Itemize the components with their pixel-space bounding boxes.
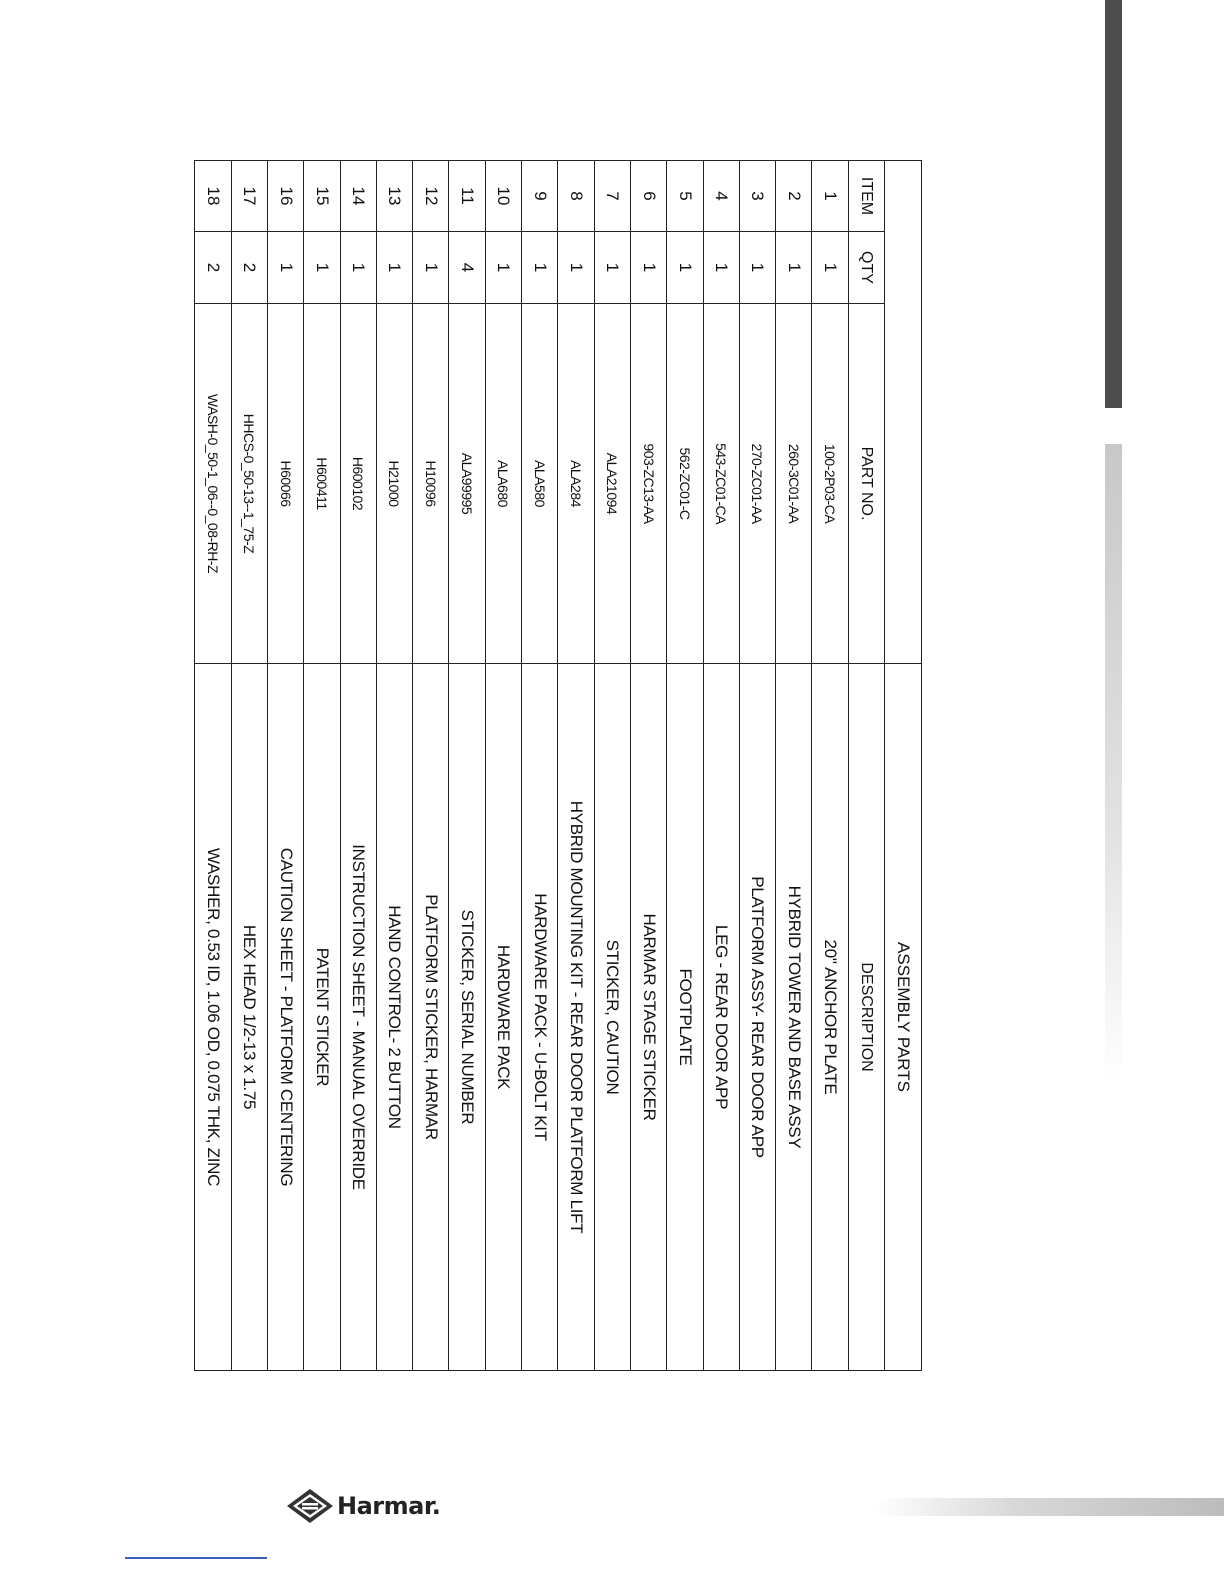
cell-description: STICKER, SERIAL NUMBER <box>449 664 485 1371</box>
cell-qty: 4 <box>449 232 485 304</box>
cell-qty: 1 <box>413 232 449 304</box>
table-row <box>195 161 231 1371</box>
cell-description: PLATFORM ASSY- REAR DOOR APP <box>739 664 775 1371</box>
cell-qty: 2 <box>231 232 267 304</box>
cell-part-no: H600102 <box>340 304 376 664</box>
side-tab-light <box>1105 444 1122 1084</box>
cell-part-no: ALA580 <box>522 304 558 664</box>
cell-qty: 1 <box>267 232 303 304</box>
cell-description: HEX HEAD 1/2-13 x 1.75 <box>231 664 267 1371</box>
footer-gradient-bar <box>875 1498 1224 1516</box>
cell-qty: 1 <box>376 232 412 304</box>
table-row <box>594 161 630 1371</box>
table-row <box>739 161 775 1371</box>
cell-part-no: WASH-0_50-1_06--0_08-RH-Z <box>195 304 231 664</box>
table-row <box>340 161 376 1371</box>
cell-qty: 2 <box>195 232 231 304</box>
cell-qty: 1 <box>522 232 558 304</box>
table-row <box>630 161 666 1371</box>
cell-item: 15 <box>304 161 340 232</box>
cell-part-no: 903-ZC13-AA <box>630 304 666 664</box>
side-tab-dark <box>1105 0 1122 408</box>
cell-item: 2 <box>776 161 812 232</box>
cell-qty: 1 <box>630 232 666 304</box>
cell-description: LEG - REAR DOOR APP <box>703 664 739 1371</box>
table-header-row <box>848 161 884 1371</box>
cell-part-no: 100-2P03-CA <box>812 304 848 664</box>
cell-item: 12 <box>413 161 449 232</box>
table-row <box>267 161 303 1371</box>
cell-part-no: HHCS-0_50-13--1_75-Z <box>231 304 267 664</box>
header-qty: QTY <box>848 232 884 304</box>
logo-text: Harmar. <box>337 1492 441 1520</box>
table-row <box>522 161 558 1371</box>
title-spacer <box>885 161 922 664</box>
cell-part-no: ALA284 <box>558 304 594 664</box>
table-row <box>304 161 340 1371</box>
cell-part-no: ALA21094 <box>594 304 630 664</box>
cell-qty: 1 <box>667 232 703 304</box>
cell-qty: 1 <box>594 232 630 304</box>
assembly-parts-table-container <box>196 160 922 1370</box>
cell-description: HARDWARE PACK <box>485 664 521 1371</box>
harmar-logo <box>285 1486 475 1526</box>
cell-part-no: 543-ZC01-CA <box>703 304 739 664</box>
cell-description: INSTRUCTION SHEET - MANUAL OVERRIDE <box>340 664 376 1371</box>
table-row <box>449 161 485 1371</box>
cell-item: 3 <box>739 161 775 232</box>
table-body <box>195 161 848 1371</box>
cell-item: 6 <box>630 161 666 232</box>
table-row <box>485 161 521 1371</box>
cell-description: STICKER, CAUTION <box>594 664 630 1371</box>
cell-item: 10 <box>485 161 521 232</box>
header-part-no: PART NO. <box>848 304 884 664</box>
table-row <box>558 161 594 1371</box>
cell-qty: 1 <box>776 232 812 304</box>
assembly-parts-table-rotated <box>196 160 922 1370</box>
cell-item: 4 <box>703 161 739 232</box>
cell-description: HYBRID MOUNTING KIT - REAR DOOR PLATFORM LIFT <box>558 664 594 1371</box>
cell-item: 14 <box>340 161 376 232</box>
table-row <box>776 161 812 1371</box>
cell-item: 13 <box>376 161 412 232</box>
cell-qty: 1 <box>739 232 775 304</box>
table-title: ASSEMBLY PARTS <box>885 664 922 1371</box>
cell-qty: 1 <box>340 232 376 304</box>
table-row <box>376 161 412 1371</box>
cell-description: HARDWARE PACK - U-BOLT KIT <box>522 664 558 1371</box>
cell-item: 11 <box>449 161 485 232</box>
cell-item: 18 <box>195 161 231 232</box>
table-row <box>413 161 449 1371</box>
cell-part-no: ALA99995 <box>449 304 485 664</box>
cell-description: FOOTPLATE <box>667 664 703 1371</box>
table-row <box>667 161 703 1371</box>
cell-part-no: ALA680 <box>485 304 521 664</box>
header-description: DESCRIPTION <box>848 664 884 1371</box>
cell-description: PLATFORM STICKER, HARMAR <box>413 664 449 1371</box>
cell-description: WASHER, 0.53 ID, 1.06 OD, 0.075 THK, ZINC <box>195 664 231 1371</box>
cell-description: HYBRID TOWER AND BASE ASSY <box>776 664 812 1371</box>
cell-item: 1 <box>812 161 848 232</box>
cell-description: PATENT STICKER <box>304 664 340 1371</box>
cell-item: 7 <box>594 161 630 232</box>
cell-part-no: 270-ZC01-AA <box>739 304 775 664</box>
cell-part-no: H600411 <box>304 304 340 664</box>
table-row <box>812 161 848 1371</box>
cell-item: 8 <box>558 161 594 232</box>
cell-part-no: 260-3C01-AA <box>776 304 812 664</box>
table-row <box>703 161 739 1371</box>
harmar-logo-icon <box>285 1487 335 1525</box>
cell-part-no: H10096 <box>413 304 449 664</box>
header-item: ITEM <box>848 161 884 232</box>
cell-item: 9 <box>522 161 558 232</box>
cell-part-no: 562-ZC01-C <box>667 304 703 664</box>
cell-description: 20" ANCHOR PLATE <box>812 664 848 1371</box>
cell-part-no: H60066 <box>267 304 303 664</box>
cell-qty: 1 <box>485 232 521 304</box>
cell-item: 16 <box>267 161 303 232</box>
cell-description: HARMAR STAGE STICKER <box>630 664 666 1371</box>
cell-qty: 1 <box>812 232 848 304</box>
cell-qty: 1 <box>703 232 739 304</box>
assembly-parts-table <box>194 160 922 1371</box>
cell-item: 17 <box>231 161 267 232</box>
cell-qty: 1 <box>304 232 340 304</box>
cell-description: CAUTION SHEET - PLATFORM CENTERING <box>267 664 303 1371</box>
footer-link-underline <box>125 1557 267 1559</box>
cell-part-no: H21000 <box>376 304 412 664</box>
cell-item: 5 <box>667 161 703 232</box>
table-row <box>231 161 267 1371</box>
cell-description: HAND CONTROL- 2 BUTTON <box>376 664 412 1371</box>
cell-qty: 1 <box>558 232 594 304</box>
table-title-row <box>885 161 922 1371</box>
